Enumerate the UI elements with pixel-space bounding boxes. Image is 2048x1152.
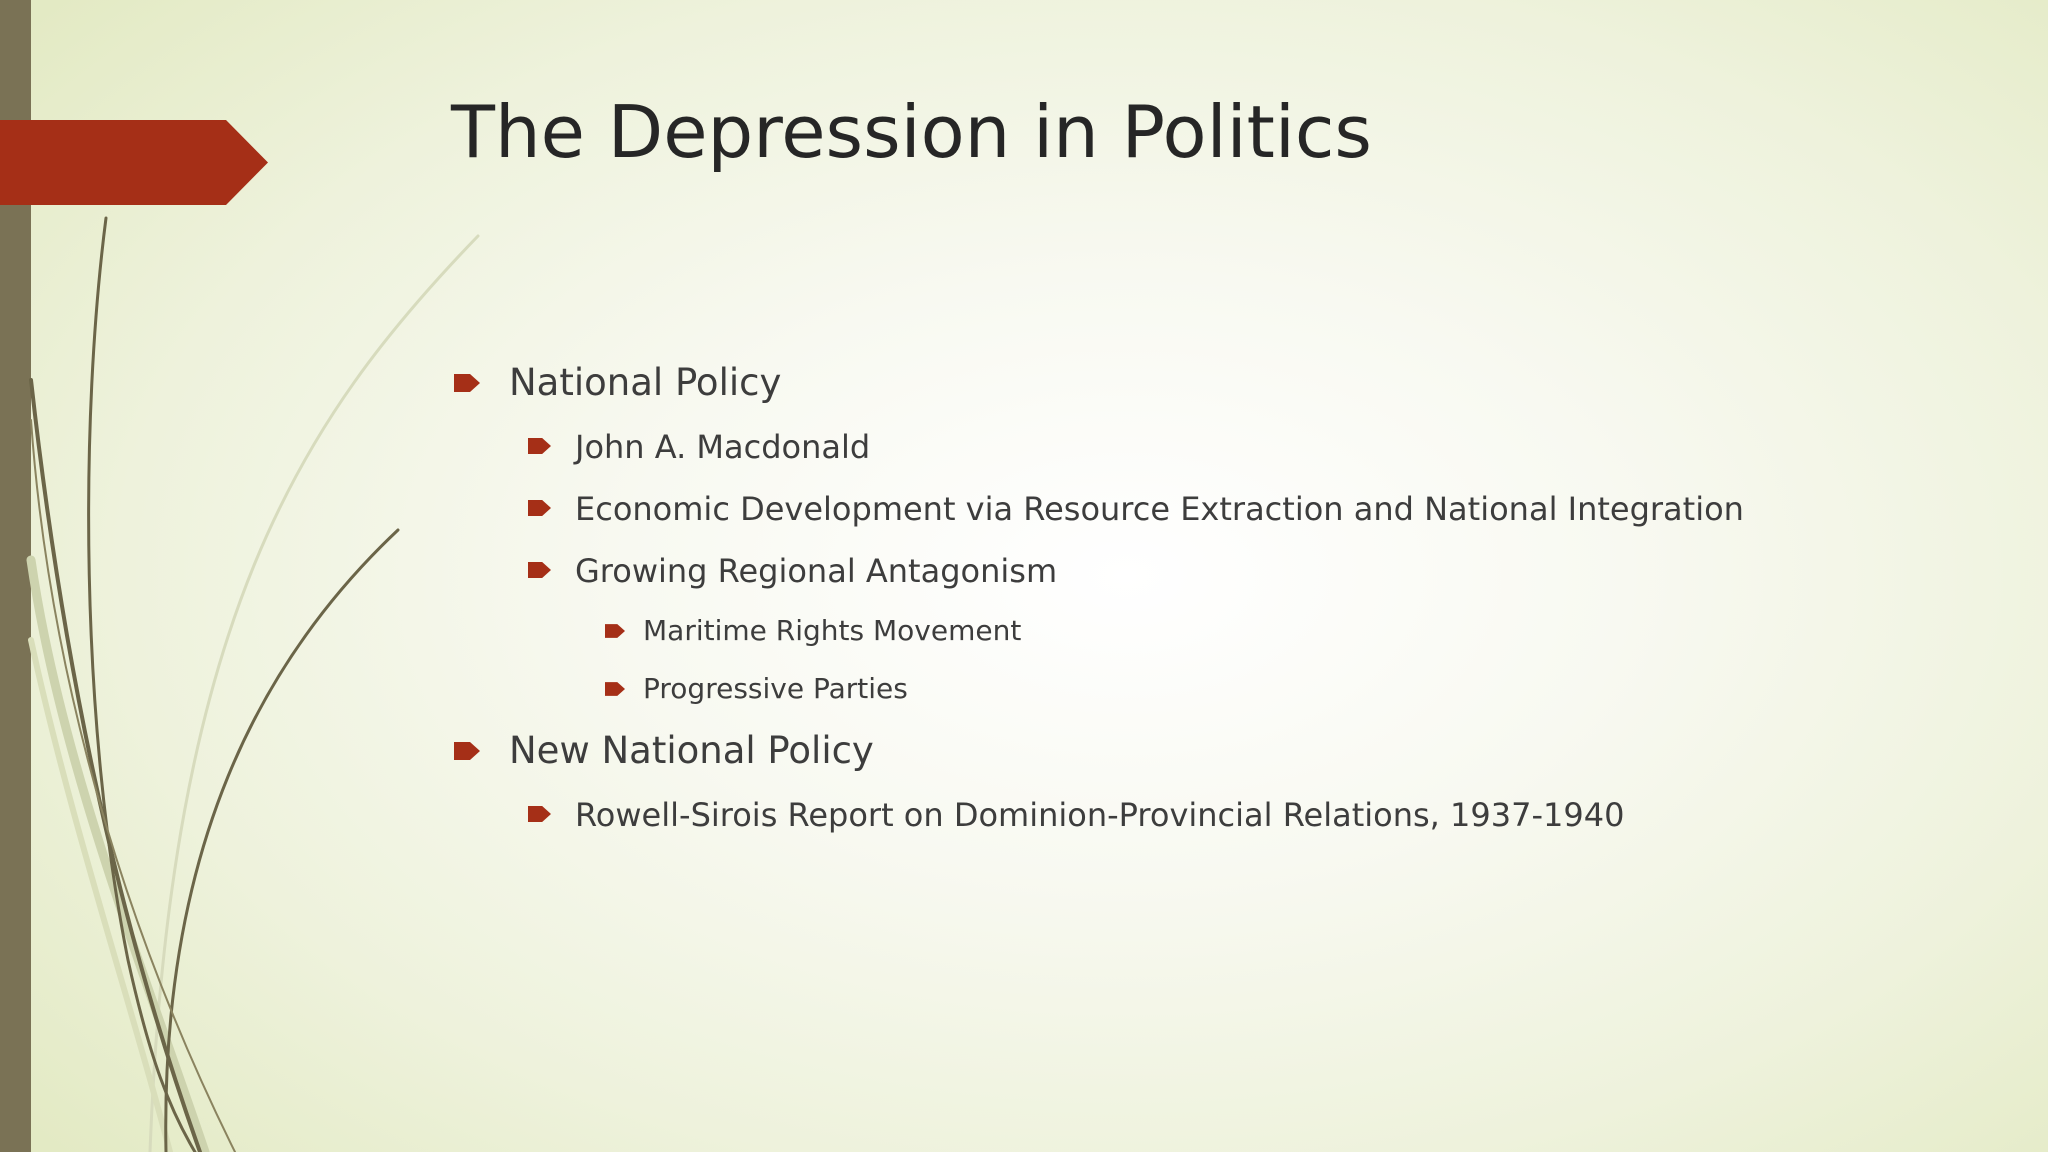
arrow-bullet-icon [528, 500, 551, 516]
arrow-banner-shape [0, 120, 268, 205]
arrow-bullet-icon [605, 682, 625, 696]
bullet-list [451, 350, 1951, 846]
slide-title: The Depression in Politics [451, 90, 1372, 174]
bullet-text: New National Policy [509, 729, 874, 772]
bullet-item [451, 416, 1951, 478]
arrow-bullet-icon [454, 374, 480, 392]
arrow-bullet-icon [528, 806, 551, 822]
bullet-item [451, 350, 1951, 416]
bullet-text: Progressive Parties [643, 672, 908, 705]
bullet-text: National Policy [509, 361, 782, 404]
arrow-bullet-icon [528, 438, 551, 454]
bullet-text: Growing Regional Antagonism [575, 552, 1058, 590]
bullet-text: Maritime Rights Movement [643, 614, 1022, 647]
bullet-text: John A. Macdonald [575, 428, 871, 466]
bullet-text: Economic Development via Resource Extraction and National Integration [575, 490, 1744, 528]
bullet-item [451, 602, 1951, 660]
bullet-item [451, 660, 1951, 718]
arrow-bullet-icon [605, 624, 625, 638]
bullet-item [451, 784, 1951, 846]
arrow-bullet-icon [528, 562, 551, 578]
bullet-item [451, 718, 1951, 784]
arrow-bullet-icon [454, 742, 480, 760]
bullet-item [451, 478, 1951, 540]
bullet-text: Rowell-Sirois Report on Dominion-Provincial Relations, 1937-1940 [575, 796, 1625, 834]
bullet-item [451, 540, 1951, 602]
